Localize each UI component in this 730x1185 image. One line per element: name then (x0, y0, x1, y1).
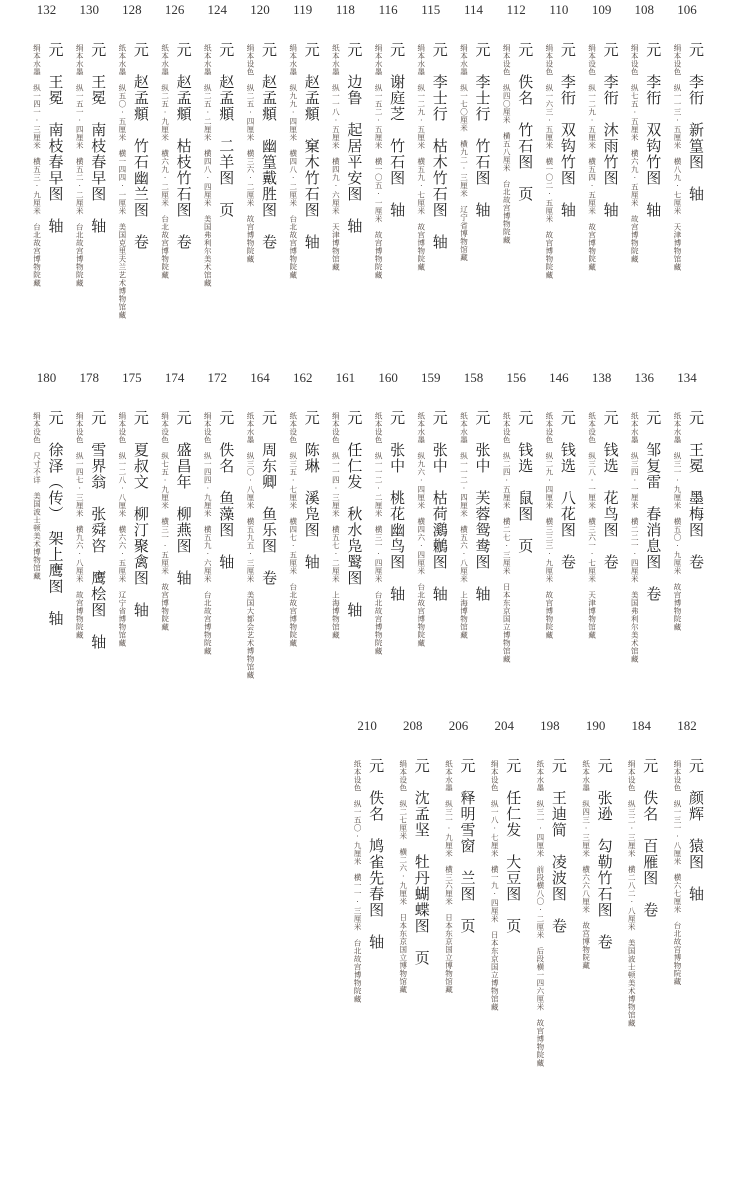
page-number: 159 (421, 370, 441, 385)
artwork-title: 元 沈孟坚 牡丹蝴蝶图 页 (412, 758, 431, 966)
page-number: 116 (378, 2, 398, 17)
artwork-details: 绢本水墨 纵九九·四厘米 横四八·二厘米 台北故宫博物院藏 (288, 44, 298, 279)
artwork-details: 绢本设色 纵一八·七厘米 横一九·四厘米 日本东京国立博物馆藏 (490, 760, 500, 1011)
page-number: 175 (122, 370, 142, 385)
artwork-title: 元 李士行 竹石图 轴 (473, 42, 492, 218)
page-number: 136 (634, 370, 655, 385)
page-number: 160 (378, 370, 398, 385)
artwork-details: 绢本设色 纵一六三·五厘米 横一〇二·五厘米 故宫博物院藏 (544, 44, 554, 279)
page-number: 208 (403, 718, 423, 733)
page-number: 134 (677, 370, 697, 385)
artwork-details: 纸本水墨 纵一一二·四厘米 横五六·八厘米 上海博物馆藏 (459, 412, 469, 639)
page-number: 130 (79, 2, 99, 17)
artwork-title: 元 任仁发 大豆图 页 (504, 758, 523, 934)
artwork-details: 绢本设色 纵七五·九厘米 横三一·五厘米 故宫博物院藏 (160, 412, 170, 631)
artwork-details: 绢本设色 纵一一四·三厘米 横五七·二厘米 上海博物馆藏 (331, 412, 341, 639)
artwork-details: 绢本设色 纵二五·四厘米 横三六·二厘米 故宫博物院藏 (246, 44, 255, 263)
page-number: 110 (549, 2, 569, 17)
artwork-title: 元 李衎 双钩竹图 轴 (644, 42, 663, 218)
artwork-details: 绢本设色 纵一一三·五厘米 横八九·七厘米 天津博物馆藏 (673, 44, 682, 271)
artwork-title: 元 赵孟頫 二羊图 页 (217, 42, 236, 218)
artwork-title: 元 赵孟頫 窠木竹石图 轴 (302, 42, 321, 250)
page-number: 138 (591, 370, 612, 385)
page-number: 182 (677, 718, 697, 733)
artwork-details: 纸本设色 纵二九·四厘米 横三三三·九厘米 故宫博物院藏 (544, 412, 554, 639)
artwork-title: 元 徐泽（传） 架上鹰图 轴 (46, 410, 65, 627)
artwork-title: 元 张中 枯荷鸂鶒图 轴 (430, 410, 449, 602)
page-number: 119 (293, 2, 313, 17)
page-number: 109 (591, 2, 612, 17)
artwork-title: 元 王冕 墨梅图 卷 (687, 410, 705, 570)
page-number: 132 (36, 2, 57, 17)
artwork-details: 纸本水墨 纵二五·二厘米 横四八·四厘米 美国弗利尔美术馆藏 (203, 44, 213, 287)
artwork-details: 纸本设色 纵三五·七厘米 横四七·五厘米 台北故宫博物院藏 (288, 412, 298, 647)
artwork-title: 元 赵孟頫 枯枝竹石图 卷 (174, 42, 193, 250)
artwork-title: 元 任仁发 秋水凫鹥图 轴 (345, 410, 364, 618)
page-number: 198 (540, 718, 560, 733)
artwork-details: 纸本水墨 纵三一·九厘米 横三六厘米 日本东京国立博物馆藏 (444, 760, 454, 994)
page-number: 126 (164, 2, 185, 17)
artwork-details: 纸本水墨 纵三一·四厘米 前段横八〇·二厘米 后段横一四六厘米 故宫博物院藏 (535, 760, 545, 1067)
artwork-details: 绢本水墨 纵一四一·三厘米 横五三·九厘米 台北故宫博物院藏 (32, 44, 42, 287)
page-number: 120 (250, 2, 270, 17)
artwork-title: 元 谢庭芝 竹石图 轴 (388, 42, 407, 218)
artwork-title: 元 夏叔文 柳汀聚禽图 轴 (131, 410, 150, 618)
artwork-details: 绢本设色 纵三二·三厘米 横二八二·八厘米 美国波士顿美术博物馆藏 (627, 760, 637, 1027)
page-number: 118 (335, 2, 355, 17)
artwork-title: 元 颜辉 猿图 轴 (687, 758, 705, 902)
artwork-details: 纸本设色 纵一一二·二厘米 横三一·四厘米 台北故宫博物院藏 (374, 412, 384, 655)
artwork-details: 纸本水墨 纵九六·四厘米 横四六·四厘米 台北故宫博物院藏 (416, 412, 426, 647)
artwork-title: 元 佚名 百雁图 卷 (641, 758, 660, 918)
page-number: 158 (463, 370, 484, 385)
artwork-details: 纸本水墨 纵二五·九厘米 横六九·二厘米 台北故宫博物院藏 (160, 44, 170, 279)
artwork-title: 元 李衎 新篁图 轴 (687, 42, 705, 202)
page-number: 172 (207, 370, 228, 385)
page-number: 161 (335, 370, 356, 385)
artwork-details: 绢本设色 纵一四四·九厘米 横五九·六厘米 台北故宫博物院藏 (203, 412, 213, 655)
artwork-title: 元 李士行 枯木竹石图 轴 (430, 42, 449, 250)
page-number: 106 (677, 2, 697, 17)
page-number: 115 (421, 2, 441, 17)
page-number: 128 (122, 2, 142, 17)
artwork-title: 元 佚名 竹石图 页 (516, 42, 535, 202)
page-number: 174 (164, 370, 185, 385)
page-number: 180 (36, 370, 57, 385)
artwork-title: 元 钱选 鼠图 页 (516, 410, 535, 554)
page-number: 156 (506, 370, 526, 385)
page-number: 108 (634, 2, 655, 17)
artwork-details: 纸本水墨 纵四三·三厘米 横六六八厘米 故宫博物院藏 (581, 760, 591, 970)
artwork-title: 元 佚名 鸠雀先春图 轴 (367, 758, 386, 950)
artwork-title: 元 邹复雷 春消息图 卷 (644, 410, 663, 602)
artwork-details: 纸本设色 纵一五〇·九厘米 横一一·三厘米 台北故宫博物院藏 (353, 760, 363, 1003)
artwork-title: 元 王冕 南枝春早图 轴 (46, 42, 65, 234)
artwork-title: 元 陈琳 溪凫图 轴 (302, 410, 321, 570)
page-number: 204 (494, 718, 514, 733)
artwork-title: 元 雪界翁 张舜咨 鹰桧图 轴 (89, 410, 108, 650)
artwork-details: 绢本设色 尺寸不详 美国波士顿美术博物馆藏 (32, 412, 42, 580)
artwork-title: 元 释明雪窗 兰图 页 (458, 758, 477, 934)
artwork-title: 元 赵孟頫 幽篁戴胜图 卷 (260, 42, 278, 250)
artwork-details: 纸本水墨 纵一一八·五厘米 横四九·六厘米 天津博物馆藏 (331, 44, 341, 271)
artwork-title: 元 张中 桃花幽鸟图 轴 (388, 410, 407, 602)
artwork-details: 绢本设色 纵七五·五厘米 横六九·五厘米 故宫博物院藏 (630, 44, 640, 263)
artwork-details: 纸本水墨 纵三四·一厘米 横二二一·四厘米 美国弗利尔美术馆藏 (630, 412, 640, 663)
artwork-title: 元 李衎 双钩竹图 轴 (558, 42, 577, 218)
artwork-title: 元 张中 芙蓉鸳鸯图 轴 (473, 410, 492, 602)
artwork-details: 纸本设色 纵三八·一厘米 横三六一·七厘米 天津博物馆藏 (587, 412, 597, 639)
page-number: 124 (207, 2, 228, 17)
artwork-details: 纸本水墨 纵三〇·八厘米 横五九五·三厘米 美国大都会艺术博物馆藏 (246, 412, 255, 679)
artwork-details: 绢本设色 纵一二九·五厘米 横五四·五厘米 故宫博物院藏 (587, 44, 597, 271)
artwork-title: 元 边鲁 起居平安图 轴 (345, 42, 364, 234)
page-number: 162 (292, 370, 313, 385)
artwork-details: 纸本水墨 纵三一·九厘米 横五〇·九厘米 故宫博物院藏 (673, 412, 682, 631)
artwork-details: 纸本水墨 纵五〇·五厘米 横一四四·一厘米 美国克里夫兰艺术博物馆藏 (117, 44, 127, 319)
artwork-title: 元 赵孟頫 竹石幽兰图 卷 (131, 42, 150, 250)
artwork-title: 元 钱选 八花图 卷 (558, 410, 577, 570)
artwork-details: 绢本水墨 纵一二九·五厘米 横五九·七厘米 故宫博物院藏 (416, 44, 426, 271)
artwork-title: 元 盛昌年 柳燕图 轴 (174, 410, 193, 586)
artwork-details: 绢本设色 纵四〇厘米 横五八厘米 台北故宫博物院藏 (502, 44, 512, 244)
page-number: 206 (448, 718, 469, 733)
artwork-details: 绢本水墨 纵一五二·五厘米 横一〇五·一厘米 故宫博物院藏 (374, 44, 384, 279)
artwork-title: 元 李衎 沐雨竹图 轴 (601, 42, 620, 218)
page-number: 178 (79, 370, 99, 385)
artwork-title: 元 佚名 鱼藻图 轴 (217, 410, 236, 570)
artwork-details: 绢本设色 纵一四七·三厘米 横九六·八厘米 故宫博物院藏 (75, 412, 85, 639)
page-number: 164 (250, 370, 270, 385)
artwork-title: 元 王冕 南枝春早图 轴 (89, 42, 108, 234)
artwork-title: 元 周东卿 鱼乐图 卷 (260, 410, 278, 586)
artwork-title: 元 王迪简 凌波图 卷 (549, 758, 568, 934)
artwork-details: 绢本设色 纵一二八·八厘米 横六六·五厘米 辽宁省博物馆藏 (117, 412, 127, 647)
page-number: 210 (357, 718, 377, 733)
artwork-details: 绢本设色 纵二七厘米 横二六·九厘米 日本东京国立博物馆藏 (398, 760, 408, 994)
page-number: 146 (549, 370, 569, 385)
artwork-details: 纸本设色 纵二四·五厘米 横二七·三厘米 日本东京国立博物馆藏 (502, 412, 512, 663)
artwork-details: 绢本水墨 纵一五一·四厘米 横五二·二厘米 台北故宫博物院藏 (75, 44, 85, 287)
artwork-details: 绢本水墨 纵一七〇厘米 横九二·三厘米 辽宁省博物馆藏 (459, 44, 469, 262)
artwork-title: 元 钱选 花鸟图 卷 (601, 410, 620, 570)
artwork-details: 绢本设色 纵一三一·八厘米 横六七厘米 台北故宫博物院藏 (673, 760, 682, 986)
artwork-title: 元 张逊 勾勒竹石图 卷 (595, 758, 614, 950)
page-number: 190 (585, 718, 606, 733)
page-number: 112 (506, 2, 526, 17)
page-number: 184 (631, 718, 652, 733)
page-number: 114 (463, 2, 484, 17)
